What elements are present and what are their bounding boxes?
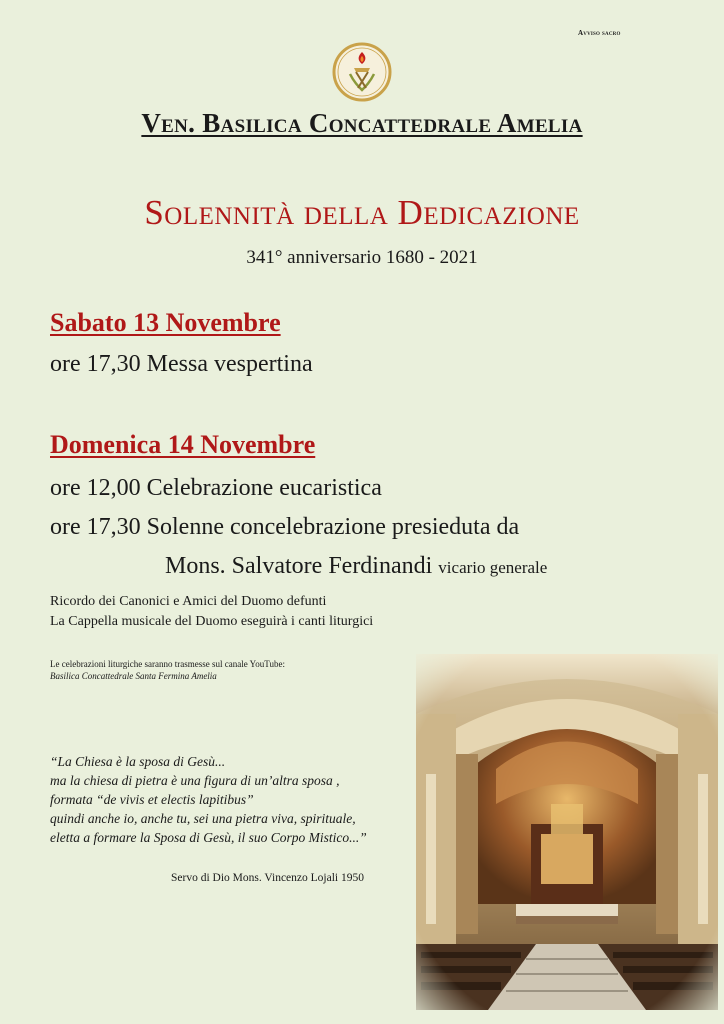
presider: [165, 553, 547, 580]
quote-line: eletta a formare la Sposa di Gesù, il suo Corpo Mistico...”: [50, 830, 367, 845]
sunday-item-1: ore 12,00 Celebrazione eucaristica: [50, 475, 382, 501]
note-remembrance: Ricordo dei Canonici e Amici del Duomo defunti: [50, 594, 327, 609]
sunday-item-2: ore 17,30 Solenne concelebrazione presieduta da: [50, 514, 520, 540]
quote-line: ma la chiesa di pietra è una figura di un’altra sposa ,: [50, 773, 340, 788]
saturday-item: ore 17,30 Messa vespertina: [50, 351, 313, 377]
notice-label: Avviso sacro: [578, 29, 621, 37]
broadcast-text: Le celebrazioni liturgiche saranno trasmesse sul canale YouTube:: [50, 659, 285, 669]
event-title: Solennità della Dedicazione: [144, 193, 580, 232]
church-name: Ven. Basilica Concattedrale Amelia: [141, 108, 583, 138]
broadcast-info: [50, 658, 285, 682]
presider-role: vicario generale: [438, 558, 548, 577]
basilica-interior-photo: [416, 654, 718, 1010]
presider-name: Mons. Salvatore Ferdinandi: [165, 553, 433, 579]
quote-line: quindi anche io, anche tu, sei una pietra viva, spirituale,: [50, 811, 356, 826]
quote-block: [50, 752, 367, 847]
saturday-heading: Sabato 13 Novembre: [50, 308, 281, 337]
church-emblem-icon: [332, 42, 392, 102]
quote-line: “La Chiesa è la sposa di Gesù...: [50, 754, 226, 769]
anniversary-subtitle: 341° anniversario 1680 - 2021: [246, 247, 478, 268]
quote-line: formata “de vivis et electis lapitibus”: [50, 792, 254, 807]
sunday-heading: Domenica 14 Novembre: [50, 430, 316, 459]
broadcast-channel: Basilica Concattedrale Santa Fermina Amelia: [50, 671, 217, 681]
note-music: La Cappella musicale del Duomo eseguirà i canti liturgici: [50, 614, 374, 629]
quote-author: Servo di Dio Mons. Vincenzo Lojali 1950: [171, 872, 364, 884]
